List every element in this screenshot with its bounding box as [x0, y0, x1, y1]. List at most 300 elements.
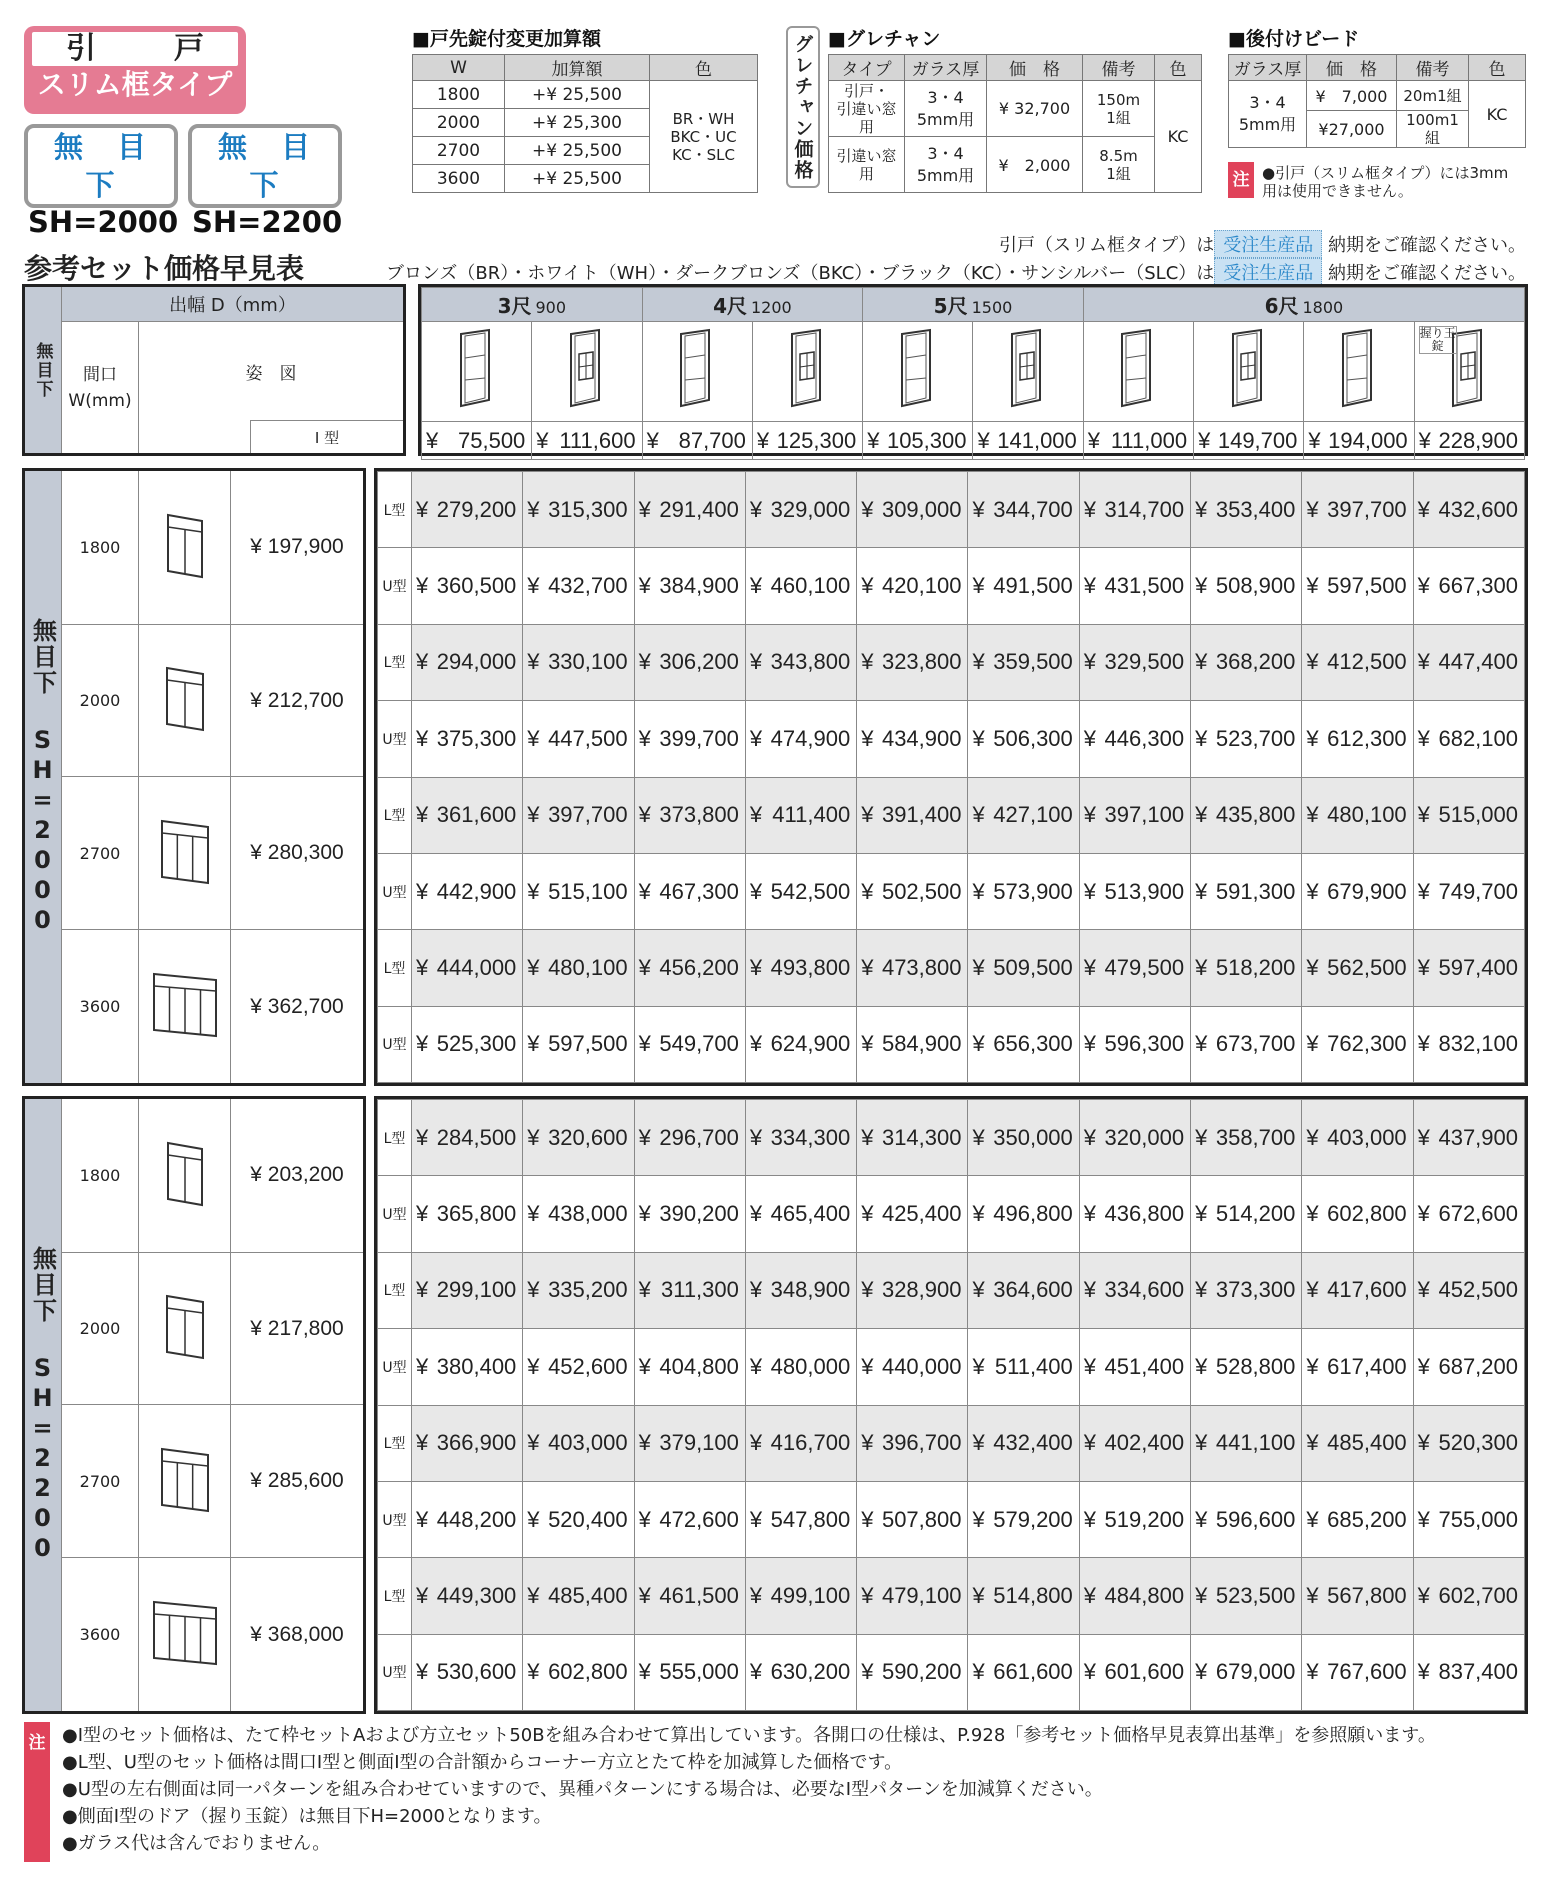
width-header [642, 288, 863, 322]
lock-header-color: 色 [650, 55, 758, 81]
yen-sign: ¥ [861, 1201, 874, 1227]
yen-sign: ¥ [1306, 573, 1319, 599]
price-value: 441,100 [1215, 1430, 1296, 1456]
price-value: 509,500 [993, 954, 1073, 980]
price-value: 452,600 [548, 1353, 628, 1379]
set-price [857, 701, 968, 777]
yen-sign: ¥ [1306, 878, 1319, 904]
yen-sign: ¥ [416, 649, 429, 675]
front-door-figure [145, 1286, 225, 1366]
set-price [1413, 930, 1524, 1006]
badge-line2: スリム框タイプ [37, 68, 233, 101]
yen-sign: ¥ [1417, 725, 1430, 751]
yen-sign: ¥ [638, 1659, 651, 1685]
set-price [857, 1329, 968, 1405]
price-value: 549,700 [659, 1031, 739, 1057]
opening-width: 3600 [62, 930, 139, 1085]
price-value: 515,100 [548, 878, 628, 904]
bead-price: ¥ 7,000 [1307, 81, 1397, 111]
price-value: 358,700 [1215, 1124, 1296, 1150]
price-value: 514,200 [1215, 1201, 1296, 1227]
type-label: U型 [378, 1634, 412, 1710]
itype-set-price: ¥ 368,000 [231, 1558, 365, 1713]
price-row [378, 1481, 1525, 1557]
yen-sign: ¥ [638, 878, 651, 904]
yen-sign: ¥ [1417, 573, 1430, 599]
front-door-figure [145, 658, 225, 738]
yen-sign: ¥ [1417, 954, 1430, 980]
set-price [634, 1252, 745, 1328]
set-price [1302, 1252, 1413, 1328]
price-value: 584,900 [881, 1031, 962, 1057]
price-value: 444,000 [436, 954, 517, 980]
price-value: 530,600 [436, 1659, 517, 1685]
price-value: 320,000 [1104, 1124, 1185, 1150]
yen-sign: ¥ [972, 878, 985, 904]
grip-lock-label: 握り玉錠 [1419, 326, 1456, 353]
set-price [1413, 1252, 1524, 1328]
yen-sign: ¥ [861, 496, 874, 522]
yen-sign: ¥ [861, 1353, 874, 1379]
yen-sign: ¥ [426, 427, 439, 453]
set-price [634, 1006, 745, 1082]
yen-sign: ¥ [1198, 427, 1211, 453]
price-value: 334,600 [1104, 1277, 1185, 1303]
itype-price [973, 422, 1083, 460]
price-value: 449,300 [436, 1582, 517, 1608]
side-figure-cell [1414, 322, 1524, 422]
set-price [412, 472, 523, 548]
set-price [634, 1329, 745, 1405]
yen-sign: ¥ [416, 496, 429, 522]
yen-sign: ¥ [749, 802, 763, 828]
price-value: 435,800 [1215, 802, 1296, 828]
price-value: 612,300 [1327, 725, 1407, 751]
lock-header-add: 加算額 [505, 55, 650, 81]
price-row [378, 548, 1525, 624]
price-value: 432,700 [548, 573, 628, 599]
price-value: 506,300 [993, 725, 1073, 751]
yen-sign: ¥ [1417, 1277, 1430, 1303]
header-side-label: 無目下 [32, 341, 53, 399]
price-value: 125,300 [776, 427, 857, 453]
yen-sign: ¥ [527, 649, 540, 675]
price-value: 682,100 [1438, 725, 1518, 751]
price-value: 520,400 [548, 1506, 628, 1532]
yen-sign: ¥ [638, 1430, 651, 1456]
yen-sign: ¥ [972, 1353, 985, 1379]
price-value: 194,000 [1328, 427, 1408, 453]
header-opening: 間口 W(mm) [62, 322, 139, 455]
set-price [745, 624, 856, 700]
yen-sign: ¥ [527, 1201, 540, 1227]
yen-sign: ¥ [638, 802, 651, 828]
yen-sign: ¥ [527, 725, 540, 751]
price-value: 480,100 [1327, 802, 1407, 828]
front-figure-cell [139, 1405, 231, 1558]
set-price [412, 1481, 523, 1557]
yen-sign: ¥ [749, 1353, 763, 1379]
price-value: 447,400 [1438, 649, 1518, 675]
set-price [1302, 1405, 1413, 1481]
yen-sign: ¥ [638, 1277, 651, 1303]
group-sh2200-prices [374, 1096, 1528, 1714]
yen-sign: ¥ [861, 1430, 874, 1456]
price-value: 601,600 [1104, 1659, 1185, 1685]
price-value: 519,200 [1104, 1506, 1185, 1532]
set-price [634, 548, 745, 624]
set-price [634, 930, 745, 1006]
type-label: L型 [378, 1100, 412, 1176]
price-value: 474,900 [770, 725, 851, 751]
yen-sign: ¥ [861, 1277, 874, 1303]
price-value: 425,400 [881, 1201, 962, 1227]
yen-sign: ¥ [1083, 1201, 1097, 1227]
yen-sign: ¥ [1306, 1506, 1319, 1532]
price-value: 440,000 [881, 1353, 962, 1379]
price-value: 624,900 [770, 1031, 851, 1057]
set-price [745, 1405, 856, 1481]
sh2200-badge-top: 無 目 下 [217, 130, 323, 202]
price-value: 437,900 [1438, 1124, 1518, 1150]
yen-sign: ¥ [527, 878, 540, 904]
footer-notes [62, 1722, 1542, 1857]
yen-sign: ¥ [1195, 1201, 1208, 1227]
set-price [1191, 1100, 1302, 1176]
side-panel-figure [1002, 328, 1054, 410]
set-price [1191, 1405, 1302, 1481]
price-value: 344,700 [993, 496, 1073, 522]
price-value: 403,000 [548, 1430, 628, 1456]
set-price [1413, 1100, 1524, 1176]
set-price [745, 777, 856, 853]
yen-sign: ¥ [1306, 1277, 1319, 1303]
front-door-figure [145, 811, 225, 891]
price-value: 755,000 [1438, 1506, 1518, 1532]
set-price [857, 777, 968, 853]
price-value: 515,000 [1438, 802, 1518, 828]
price-value: 491,500 [993, 573, 1073, 599]
yen-sign: ¥ [1306, 1430, 1319, 1456]
header-depth: 出幅 D（mm） [62, 286, 405, 322]
opening-width: 2700 [62, 1405, 139, 1558]
set-price [1302, 1329, 1413, 1405]
left-header [22, 284, 406, 456]
price-value: 442,900 [436, 878, 517, 904]
set-price [523, 1558, 634, 1634]
set-price [1413, 1006, 1524, 1082]
set-price [634, 1176, 745, 1252]
price-value: 480,100 [548, 954, 628, 980]
yen-sign: ¥ [1417, 1353, 1430, 1379]
glechan-price: ¥ 32,700 [987, 81, 1083, 137]
front-figure-cell [139, 777, 231, 930]
header-itype: I 型 [251, 421, 405, 455]
width-header [422, 288, 643, 322]
set-price [1079, 853, 1190, 929]
set-price [412, 624, 523, 700]
yen-sign: ¥ [972, 496, 985, 522]
yen-sign: ¥ [536, 427, 549, 453]
set-price [1302, 548, 1413, 624]
price-value: 404,800 [659, 1353, 739, 1379]
side-panel-figure [892, 328, 944, 410]
set-price [1079, 472, 1190, 548]
price-row [378, 1100, 1525, 1176]
yen-sign: ¥ [1083, 1430, 1097, 1456]
type-label: L型 [378, 1405, 412, 1481]
info1-text: 引戸（スリム框タイプ）は [998, 235, 1215, 256]
price-value: 311,300 [660, 1277, 739, 1303]
price-value: 602,800 [548, 1659, 628, 1685]
yen-sign: ¥ [638, 496, 651, 522]
set-price [1413, 548, 1524, 624]
order-tag: 受注生産品 [1214, 230, 1322, 258]
price-value: 334,300 [770, 1124, 851, 1150]
glechan-type: 引違い窓用 [829, 137, 905, 193]
price-row [378, 472, 1525, 548]
yen-sign: ¥ [527, 1659, 540, 1685]
opening-width: 2700 [62, 777, 139, 930]
price-row [378, 777, 1525, 853]
opening-width: 2000 [62, 1252, 139, 1405]
set-price [523, 1481, 634, 1557]
price-value: 518,200 [1215, 954, 1296, 980]
price-value: 555,000 [659, 1659, 739, 1685]
set-price [1413, 1481, 1524, 1557]
set-price [857, 1252, 968, 1328]
set-price [1191, 701, 1302, 777]
set-price [857, 853, 968, 929]
yen-sign: ¥ [972, 725, 985, 751]
yen-sign: ¥ [861, 878, 874, 904]
side-panel-figure [671, 328, 723, 410]
set-price [523, 853, 634, 929]
footer-note: ●L型、U型のセット価格は間口I型と側面I型の合計額からコーナー方立とたて枠を加減算した価格です。 [62, 1752, 903, 1773]
set-price [1191, 930, 1302, 1006]
itype-set-price: ¥ 285,600 [231, 1405, 365, 1558]
set-price [857, 1558, 968, 1634]
set-price [1079, 1006, 1190, 1082]
price-row [378, 930, 1525, 1006]
itype-price-table [421, 287, 1525, 460]
set-price [1413, 701, 1524, 777]
yen-sign: ¥ [1083, 954, 1097, 980]
glechan-header: 価 格 [987, 55, 1083, 81]
set-price [523, 777, 634, 853]
price-value: 364,600 [993, 1277, 1073, 1303]
set-price [523, 472, 634, 548]
type-label: U型 [378, 701, 412, 777]
yen-sign: ¥ [861, 1582, 874, 1608]
price-value: 511,400 [994, 1353, 1073, 1379]
glechan-table [828, 54, 1202, 193]
front-figure-cell [139, 1252, 231, 1405]
yen-sign: ¥ [749, 1277, 763, 1303]
type-label: L型 [378, 930, 412, 1006]
itype-set-price: ¥ 212,700 [231, 624, 365, 777]
glechan-side-label-box [786, 26, 820, 188]
set-price [857, 1100, 968, 1176]
set-price [412, 1006, 523, 1082]
price-row [378, 624, 1525, 700]
glechan-note: 150m 1組 [1083, 81, 1155, 137]
yen-sign: ¥ [861, 954, 874, 980]
yen-sign: ¥ [1195, 1582, 1208, 1608]
set-price [1191, 548, 1302, 624]
lock-add: +¥ 25,500 [505, 81, 650, 109]
side-panel-figure [782, 328, 834, 410]
yen-sign: ¥ [1195, 1031, 1208, 1057]
set-price [1413, 624, 1524, 700]
set-price [1302, 1100, 1413, 1176]
set-price [968, 472, 1079, 548]
yen-sign: ¥ [972, 649, 985, 675]
price-value: 291,400 [659, 496, 739, 522]
price-value: 314,300 [881, 1124, 962, 1150]
set-price [523, 1176, 634, 1252]
opening-width: 1800 [62, 1098, 139, 1253]
price-value: 685,200 [1327, 1506, 1407, 1532]
group-sh2200-left [22, 1096, 366, 1714]
set-price [412, 1558, 523, 1634]
price-value: 314,700 [1104, 496, 1185, 522]
price-value: 329,500 [1104, 649, 1185, 675]
price-value: 379,100 [659, 1430, 739, 1456]
itype-price [1083, 422, 1193, 460]
price-value: 467,300 [659, 878, 739, 904]
price-value: 687,200 [1438, 1353, 1518, 1379]
set-price [523, 1405, 634, 1481]
price-value: 767,600 [1327, 1659, 1407, 1685]
price-value: 111,000 [1110, 427, 1188, 453]
price-value: 656,300 [993, 1031, 1073, 1057]
price-value: 630,200 [770, 1659, 851, 1685]
price-row [378, 1405, 1525, 1481]
set-price [1079, 548, 1190, 624]
yen-sign: ¥ [972, 1506, 985, 1532]
price-value: 427,100 [993, 802, 1073, 828]
yen-sign: ¥ [1417, 1031, 1430, 1057]
set-price [1079, 1634, 1190, 1710]
set-price [1191, 1481, 1302, 1557]
price-value: 402,400 [1104, 1430, 1185, 1456]
yen-sign: ¥ [972, 1277, 985, 1303]
price-value: 375,300 [436, 725, 517, 751]
set-price [412, 853, 523, 929]
price-value: 432,400 [993, 1430, 1073, 1456]
bead-note-label: 注 [1228, 162, 1254, 198]
yen-sign: ¥ [527, 1353, 540, 1379]
set-price [1191, 1329, 1302, 1405]
shaku-mm: 900 [535, 298, 567, 317]
set-price [1079, 1405, 1190, 1481]
yen-sign: ¥ [416, 954, 429, 980]
itype-price [1304, 422, 1414, 460]
yen-sign: ¥ [416, 1582, 429, 1608]
yen-sign: ¥ [416, 1277, 429, 1303]
price-value: 573,900 [993, 878, 1073, 904]
shaku-label: 3尺 [497, 294, 532, 318]
set-price [1413, 472, 1524, 548]
yen-sign: ¥ [861, 1031, 874, 1057]
itype-price-panel [418, 284, 1528, 456]
set-price [745, 1100, 856, 1176]
price-value: 596,600 [1215, 1506, 1296, 1532]
yen-sign: ¥ [749, 1430, 763, 1456]
info-line-2 [386, 258, 1526, 286]
price-value: 597,500 [548, 1031, 628, 1057]
group-side-label: 無目下 SH=2200 [28, 1246, 57, 1564]
price-value: 496,800 [993, 1201, 1073, 1227]
yen-sign: ¥ [1306, 1124, 1319, 1150]
set-price [745, 1252, 856, 1328]
yen-sign: ¥ [1417, 1124, 1430, 1150]
set-price [523, 1634, 634, 1710]
group-side [24, 1098, 62, 1713]
yen-sign: ¥ [1083, 1582, 1097, 1608]
price-value: 365,800 [436, 1201, 517, 1227]
price-value: 508,900 [1215, 573, 1296, 599]
set-price [1413, 1405, 1524, 1481]
set-price [968, 1006, 1079, 1082]
yen-sign: ¥ [1417, 496, 1430, 522]
price-value: 141,000 [997, 427, 1077, 453]
bead-title: ■後付けビード [1228, 28, 1360, 50]
price-value: 617,400 [1327, 1353, 1407, 1379]
itype-set-price: ¥ 203,200 [231, 1098, 365, 1253]
yen-sign: ¥ [756, 427, 770, 453]
yen-sign: ¥ [416, 1201, 429, 1227]
yen-sign: ¥ [1195, 802, 1208, 828]
set-price [1191, 1252, 1302, 1328]
set-price [1302, 701, 1413, 777]
itype-set-price: ¥ 217,800 [231, 1252, 365, 1405]
yen-sign: ¥ [1306, 954, 1319, 980]
price-value: 75,500 [458, 427, 526, 453]
yen-sign: ¥ [977, 427, 990, 453]
itype-set-price: ¥ 362,700 [231, 930, 365, 1085]
sh2000-badge [24, 124, 179, 239]
yen-sign: ¥ [1083, 649, 1097, 675]
set-price [412, 1100, 523, 1176]
yen-sign: ¥ [1195, 1659, 1208, 1685]
price-value: 396,700 [881, 1430, 962, 1456]
lock-w: 3600 [413, 165, 505, 193]
yen-sign: ¥ [972, 1124, 985, 1150]
yen-sign: ¥ [1306, 496, 1319, 522]
price-value: 579,200 [993, 1506, 1073, 1532]
price-value: 590,200 [881, 1659, 962, 1685]
set-price [523, 548, 634, 624]
itype-set-price: ¥ 280,300 [231, 777, 365, 930]
side-figure-cell [863, 322, 973, 422]
yen-sign: ¥ [861, 573, 874, 599]
set-price [857, 548, 968, 624]
type-label: U型 [378, 548, 412, 624]
group-sh2000-left [22, 468, 366, 1086]
yen-sign: ¥ [1417, 802, 1430, 828]
set-price [857, 1481, 968, 1557]
yen-sign: ¥ [638, 954, 651, 980]
price-value: 513,900 [1104, 878, 1185, 904]
price-value: 502,500 [881, 878, 962, 904]
price-value: 667,300 [1438, 573, 1518, 599]
price-value: 602,800 [1327, 1201, 1407, 1227]
set-price [857, 1405, 968, 1481]
yen-sign: ¥ [1195, 496, 1208, 522]
side-figure-cell [1304, 322, 1414, 422]
